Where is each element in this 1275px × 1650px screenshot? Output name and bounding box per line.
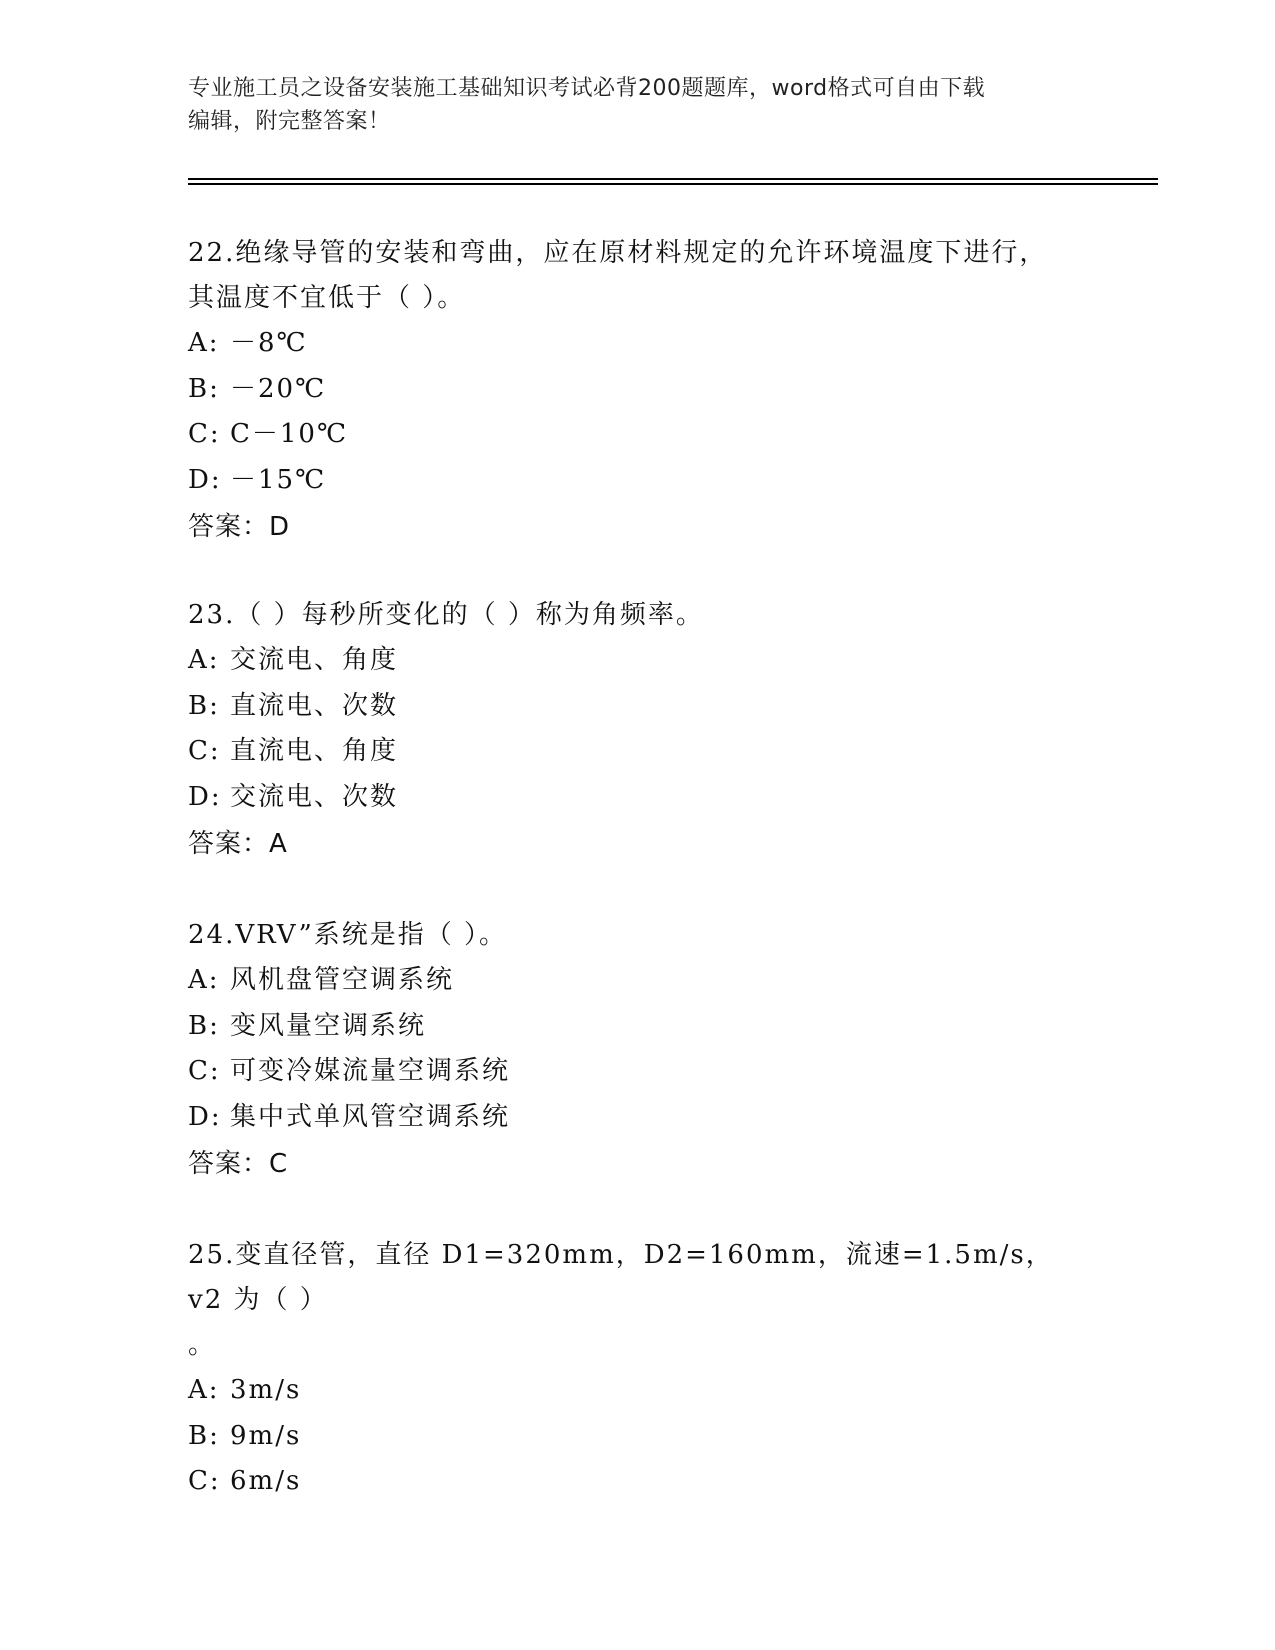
option-key: A:	[188, 1375, 220, 1405]
option-b	[188, 684, 1088, 730]
question-text-line: 其温度不宜低于（ ）。	[188, 283, 466, 313]
option-key: D:	[188, 464, 222, 495]
option-key: B:	[188, 690, 220, 721]
option-text: 变风量空调系统	[230, 1010, 427, 1041]
option-c	[188, 1459, 1088, 1505]
option-b	[188, 367, 1088, 413]
option-text: 直流电、次数	[230, 690, 399, 721]
option-a	[188, 321, 1088, 367]
option-a	[188, 638, 1088, 684]
option-key: C:	[188, 1466, 221, 1496]
option-key: B:	[188, 373, 220, 404]
header-rule-bottom	[188, 183, 1158, 185]
option-key: A:	[188, 645, 220, 675]
option-d	[188, 1095, 1088, 1141]
header-rule-top	[188, 178, 1158, 180]
option-a	[188, 958, 1088, 1004]
header-line-1: 专业施工员之设备安装施工基础知识考试必背200题题库，word格式可自由下载	[188, 76, 986, 101]
option-key: D:	[188, 1101, 222, 1132]
option-key: C:	[188, 736, 221, 766]
question-23	[188, 593, 1088, 868]
question-text-line: 25.变直径管，直径 D1=320mm，D2=160mm，流速=1.5m/s，v2 为（ ）	[188, 1240, 1054, 1315]
answer-line: 答案：C	[188, 1149, 289, 1179]
question-25	[188, 1233, 1088, 1505]
question-22	[188, 231, 1088, 551]
option-c	[188, 729, 1088, 775]
option-text: 集中式单风管空调系统	[230, 1101, 511, 1132]
option-key: C:	[188, 1056, 221, 1086]
option-key: B:	[188, 1420, 220, 1451]
option-key: A:	[188, 328, 220, 358]
option-text: 交流电、角度	[230, 645, 399, 675]
option-text: 风机盘管空调系统	[230, 965, 455, 995]
question-text-line: 24.VRV”系统是指（ ）。	[188, 920, 508, 950]
option-text: －15℃	[230, 464, 327, 495]
option-text: 直流电、角度	[230, 736, 399, 766]
option-d	[188, 458, 1088, 504]
option-c	[188, 1049, 1088, 1095]
option-key: B:	[188, 1010, 220, 1041]
option-b	[188, 1414, 1088, 1460]
question-text-line: 。	[188, 1330, 217, 1360]
option-text: －20℃	[230, 373, 327, 404]
option-d	[188, 775, 1088, 821]
option-key: D:	[188, 781, 222, 812]
option-text: C－10℃	[230, 419, 349, 449]
option-text: 9m/s	[230, 1420, 302, 1451]
question-text-line: 23.（ ）每秒所变化的（ ）称为角频率。	[188, 600, 704, 630]
answer-line: 答案：D	[188, 512, 291, 542]
option-text: 6m/s	[230, 1466, 302, 1496]
option-a	[188, 1368, 1088, 1414]
option-text: 交流电、次数	[230, 781, 399, 812]
option-text: －8℃	[230, 328, 308, 358]
option-key: A:	[188, 965, 220, 995]
option-c	[188, 412, 1088, 458]
question-24	[188, 913, 1088, 1188]
question-text-line: 22.绝缘导管的安装和弯曲，应在原材料规定的允许环境温度下进行，	[188, 238, 1048, 268]
option-b	[188, 1004, 1088, 1050]
option-key: C:	[188, 419, 221, 449]
option-text: 3m/s	[230, 1375, 302, 1405]
document-header	[188, 72, 1088, 138]
header-line-2: 编辑，附完整答案！	[188, 109, 391, 134]
answer-line: 答案：A	[188, 829, 288, 859]
option-text: 可变冷媒流量空调系统	[230, 1056, 511, 1086]
